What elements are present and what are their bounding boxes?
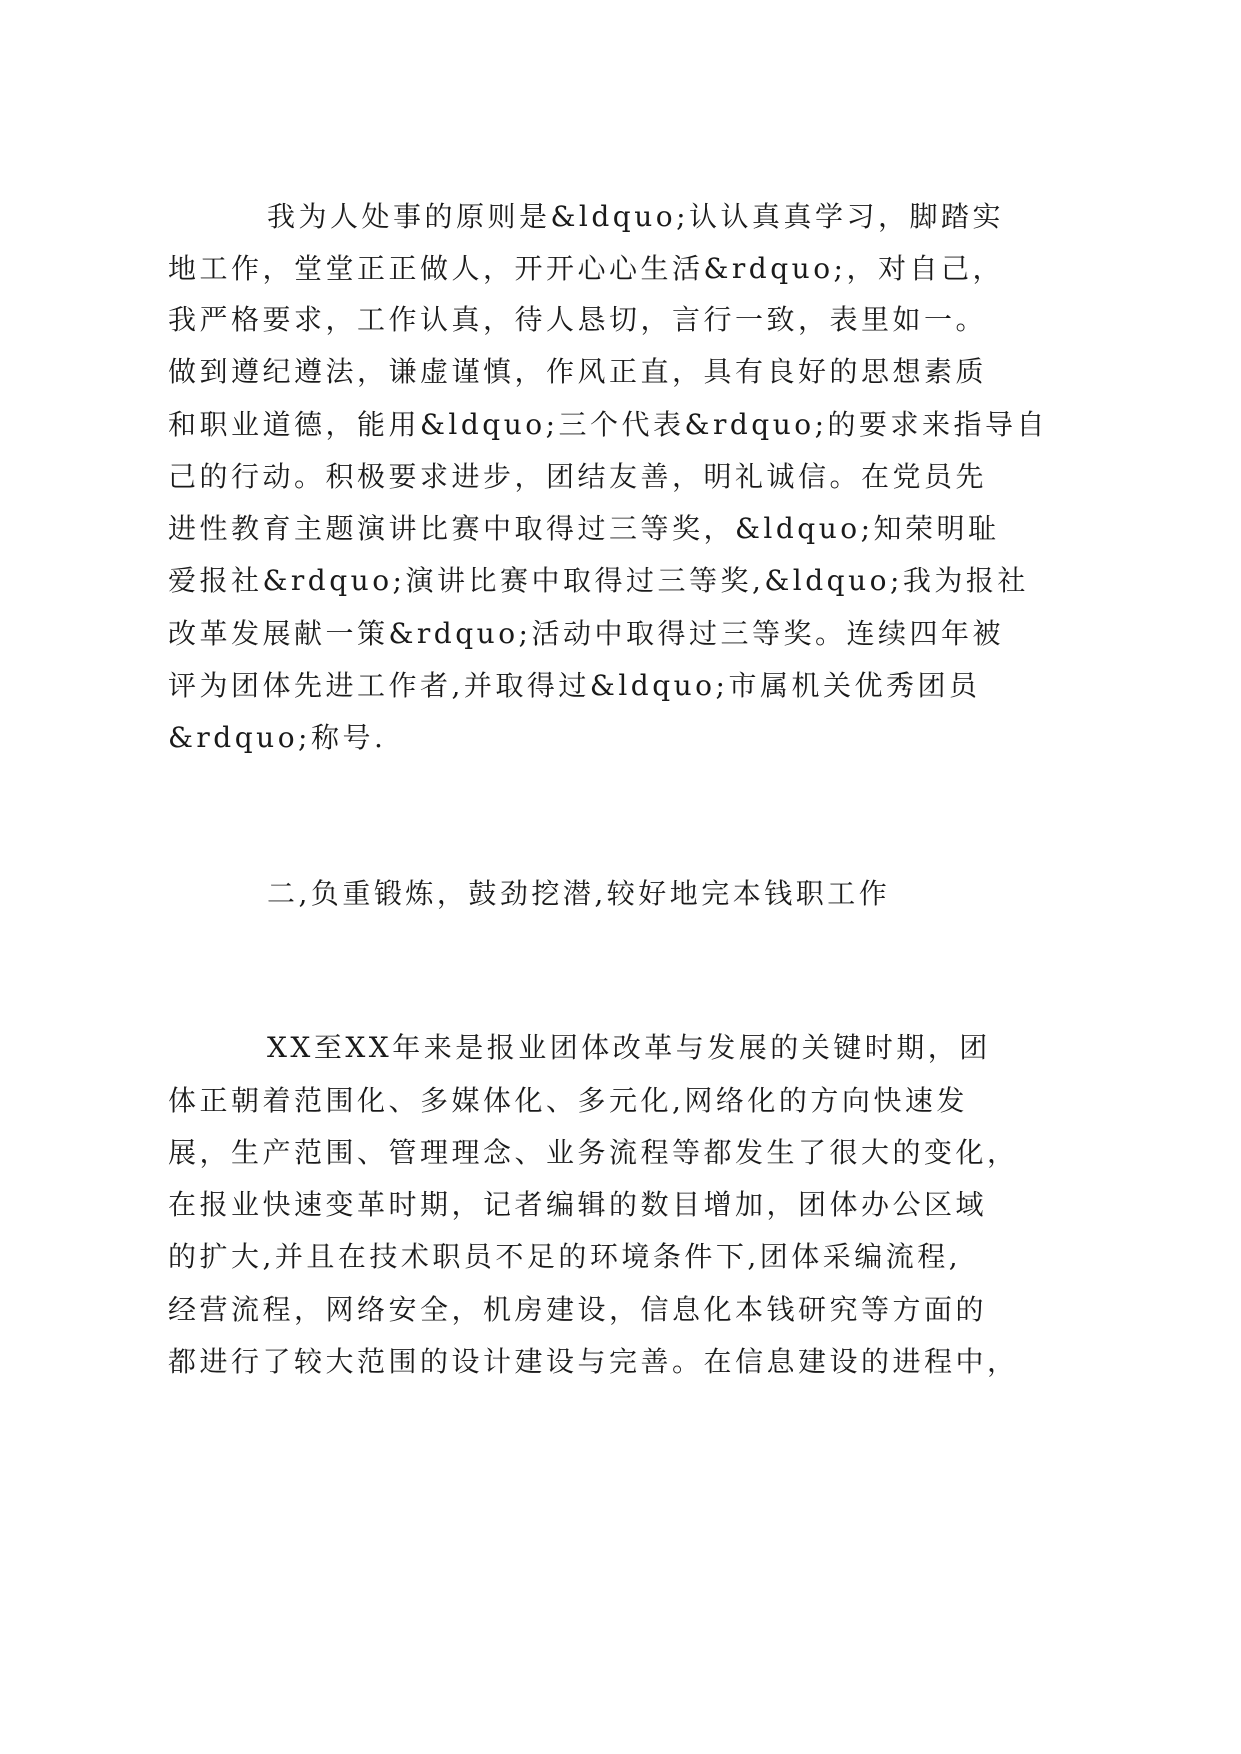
paragraph2-line-5: 的扩大,并且在技术职员不足的环境条件下,团体采编流程, [168,1240,962,1273]
paragraph2-line-4: 在报业快速变革时期，记者编辑的数目增加，团体办公区域 [168,1188,988,1221]
paragraph1-line-7: 进性教育主题演讲比赛中取得过三等奖，&ldquo;知荣明耻 [168,512,1000,545]
paragraph1-line-2: 地工作，堂堂正正做人，开开心心生活&rdquo;，对自己， [168,252,1004,285]
section-heading: 二,负重锻炼，鼓劲挖潜,较好地完本钱职工作 [267,877,891,910]
paragraph1-line-4: 做到遵纪遵法，谦虚谨慎，作风正直，具有良好的思想素质 [168,355,988,388]
paragraph2-line-3: 展，生产范围、管理理念、业务流程等都发生了很大的变化， [168,1136,1019,1169]
paragraph1-line-10: 评为团体先进工作者,并取得过&ldquo;市属机关优秀团员 [168,669,981,702]
paragraph1-line-11: &rdquo;称号. [168,721,387,754]
paragraph2-line-2: 体正朝着范围化、多媒体化、多元化,网络化的方向快速发 [168,1084,968,1117]
paragraph1-line-9: 改革发展献一策&rdquo;活动中取得过三等奖。连续四年被 [168,617,1004,650]
paragraph1-line-8: 爱报社&rdquo;演讲比赛中取得过三等奖,&ldquo;我为报社 [168,564,1029,597]
paragraph2-line-7: 都进行了较大范围的设计建设与完善。在信息建设的进程中， [168,1345,1019,1378]
paragraph1-line-6: 己的行动。积极要求进步，团结友善，明礼诚信。在党员先 [168,460,988,493]
paragraph2-line-1: XX至XX年来是报业团体改革与发展的关键时期，团 [267,1031,991,1064]
paragraph1-line-3: 我严格要求，工作认真，待人恳切，言行一致，表里如一。 [168,303,988,336]
paragraph2-line-6: 经营流程，网络安全，机房建设，信息化本钱研究等方面的 [168,1293,988,1326]
paragraph1-line-5: 和职业道德，能用&ldquo;三个代表&rdquo;的要求来指导自 [168,408,1049,441]
paragraph1-line-1: 我为人处事的原则是&ldquo;认认真真学习，脚踏实 [267,200,1005,233]
